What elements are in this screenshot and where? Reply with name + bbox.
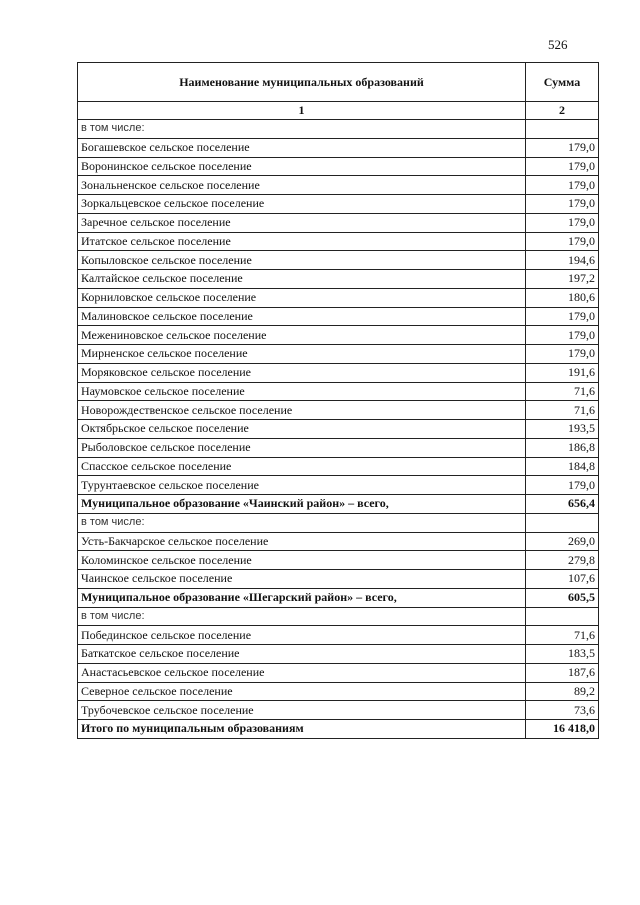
table-row-total: [78, 588, 599, 607]
table-header-row: [78, 63, 599, 102]
row-name: в том числе:: [78, 513, 526, 532]
row-sum: [526, 607, 599, 626]
row-name: Зоркальцевское сельское поселение: [78, 195, 526, 214]
table-row-subheading: [78, 120, 599, 139]
table-row: [78, 570, 599, 589]
row-name: Моряковское сельское поселение: [78, 363, 526, 382]
row-sum: 656,4: [526, 495, 599, 514]
row-name: Мирненское сельское поселение: [78, 345, 526, 364]
header-name: Наименование муниципальных образований: [78, 63, 526, 102]
row-name: Баткатское сельское поселение: [78, 645, 526, 664]
row-sum: [526, 120, 599, 139]
table-row: [78, 195, 599, 214]
row-sum: 71,6: [526, 401, 599, 420]
row-name: Новорождественское сельское поселение: [78, 401, 526, 420]
table-row: [78, 382, 599, 401]
row-sum: 269,0: [526, 532, 599, 551]
table-row: [78, 420, 599, 439]
row-sum: 179,0: [526, 195, 599, 214]
row-name: Наумовское сельское поселение: [78, 382, 526, 401]
table-row: [78, 701, 599, 720]
row-name: Корниловское сельское поселение: [78, 288, 526, 307]
table-row: [78, 401, 599, 420]
table-row: [78, 682, 599, 701]
table-row-subheading: [78, 513, 599, 532]
row-name: Чаинское сельское поселение: [78, 570, 526, 589]
row-sum: [526, 513, 599, 532]
row-sum: 179,0: [526, 345, 599, 364]
table-row-total: [78, 720, 599, 739]
row-sum: 191,6: [526, 363, 599, 382]
row-sum: 605,5: [526, 588, 599, 607]
row-sum: 179,0: [526, 307, 599, 326]
row-name: Копыловское сельское поселение: [78, 251, 526, 270]
row-name: Заречное сельское поселение: [78, 213, 526, 232]
row-name: Побединское сельское поселение: [78, 626, 526, 645]
row-name: Зональненское сельское поселение: [78, 176, 526, 195]
page-number: 526: [548, 37, 568, 52]
table-row: [78, 457, 599, 476]
row-sum: 180,6: [526, 288, 599, 307]
table-row: [78, 213, 599, 232]
row-name: Муниципальное образование «Чаинский район» – всего,: [78, 495, 526, 514]
row-name: Коломинское сельское поселение: [78, 551, 526, 570]
row-sum: 16 418,0: [526, 720, 599, 739]
row-sum: 183,5: [526, 645, 599, 664]
table-row: [78, 645, 599, 664]
table-row: [78, 476, 599, 495]
row-sum: 89,2: [526, 682, 599, 701]
row-sum: 187,6: [526, 663, 599, 682]
table-row-total: [78, 495, 599, 514]
row-name: Трубочевское сельское поселение: [78, 701, 526, 720]
row-sum: 71,6: [526, 382, 599, 401]
table-row: [78, 438, 599, 457]
table-row: [78, 288, 599, 307]
table-row: [78, 663, 599, 682]
table-row: [78, 232, 599, 251]
row-sum: 179,0: [526, 232, 599, 251]
table-row: [78, 345, 599, 364]
row-sum: 71,6: [526, 626, 599, 645]
table-row: [78, 251, 599, 270]
row-name: Усть-Бакчарское сельское поселение: [78, 532, 526, 551]
table-row: [78, 326, 599, 345]
row-sum: 179,0: [526, 476, 599, 495]
row-name: Анастасьевское сельское поселение: [78, 663, 526, 682]
table-row: [78, 138, 599, 157]
table-row: [78, 626, 599, 645]
table-row: [78, 270, 599, 289]
table-row: [78, 157, 599, 176]
row-name: Межениновское сельское поселение: [78, 326, 526, 345]
row-sum: 73,6: [526, 701, 599, 720]
row-name: Октябрьское сельское поселение: [78, 420, 526, 439]
column-number-1: 1: [78, 102, 526, 120]
header-sum: Сумма: [526, 63, 599, 102]
row-sum: 179,0: [526, 213, 599, 232]
row-name: в том числе:: [78, 607, 526, 626]
row-name: Итого по муниципальным образованиям: [78, 720, 526, 739]
row-sum: 179,0: [526, 138, 599, 157]
row-sum: 179,0: [526, 157, 599, 176]
table-row: [78, 551, 599, 570]
row-name: Рыболовское сельское поселение: [78, 438, 526, 457]
table-row: [78, 176, 599, 195]
table-row: [78, 307, 599, 326]
row-name: в том числе:: [78, 120, 526, 139]
table-row: [78, 532, 599, 551]
table-body: [78, 120, 599, 739]
row-name: Северное сельское поселение: [78, 682, 526, 701]
row-sum: 107,6: [526, 570, 599, 589]
row-sum: 179,0: [526, 176, 599, 195]
row-sum: 279,8: [526, 551, 599, 570]
row-sum: 186,8: [526, 438, 599, 457]
row-name: Богашевское сельское поселение: [78, 138, 526, 157]
row-sum: 184,8: [526, 457, 599, 476]
column-number-row: [78, 102, 599, 120]
column-number-2: 2: [526, 102, 599, 120]
row-name: Итатское сельское поселение: [78, 232, 526, 251]
row-name: Муниципальное образование «Шегарский район» – всего,: [78, 588, 526, 607]
row-sum: 197,2: [526, 270, 599, 289]
row-name: Малиновское сельское поселение: [78, 307, 526, 326]
row-name: Калтайское сельское поселение: [78, 270, 526, 289]
table-row-subheading: [78, 607, 599, 626]
row-sum: 193,5: [526, 420, 599, 439]
row-sum: 179,0: [526, 326, 599, 345]
row-sum: 194,6: [526, 251, 599, 270]
table-row: [78, 363, 599, 382]
row-name: Воронинское сельское поселение: [78, 157, 526, 176]
row-name: Спасское сельское поселение: [78, 457, 526, 476]
municipal-sums-table: [77, 62, 599, 739]
row-name: Турунтаевское сельское поселение: [78, 476, 526, 495]
